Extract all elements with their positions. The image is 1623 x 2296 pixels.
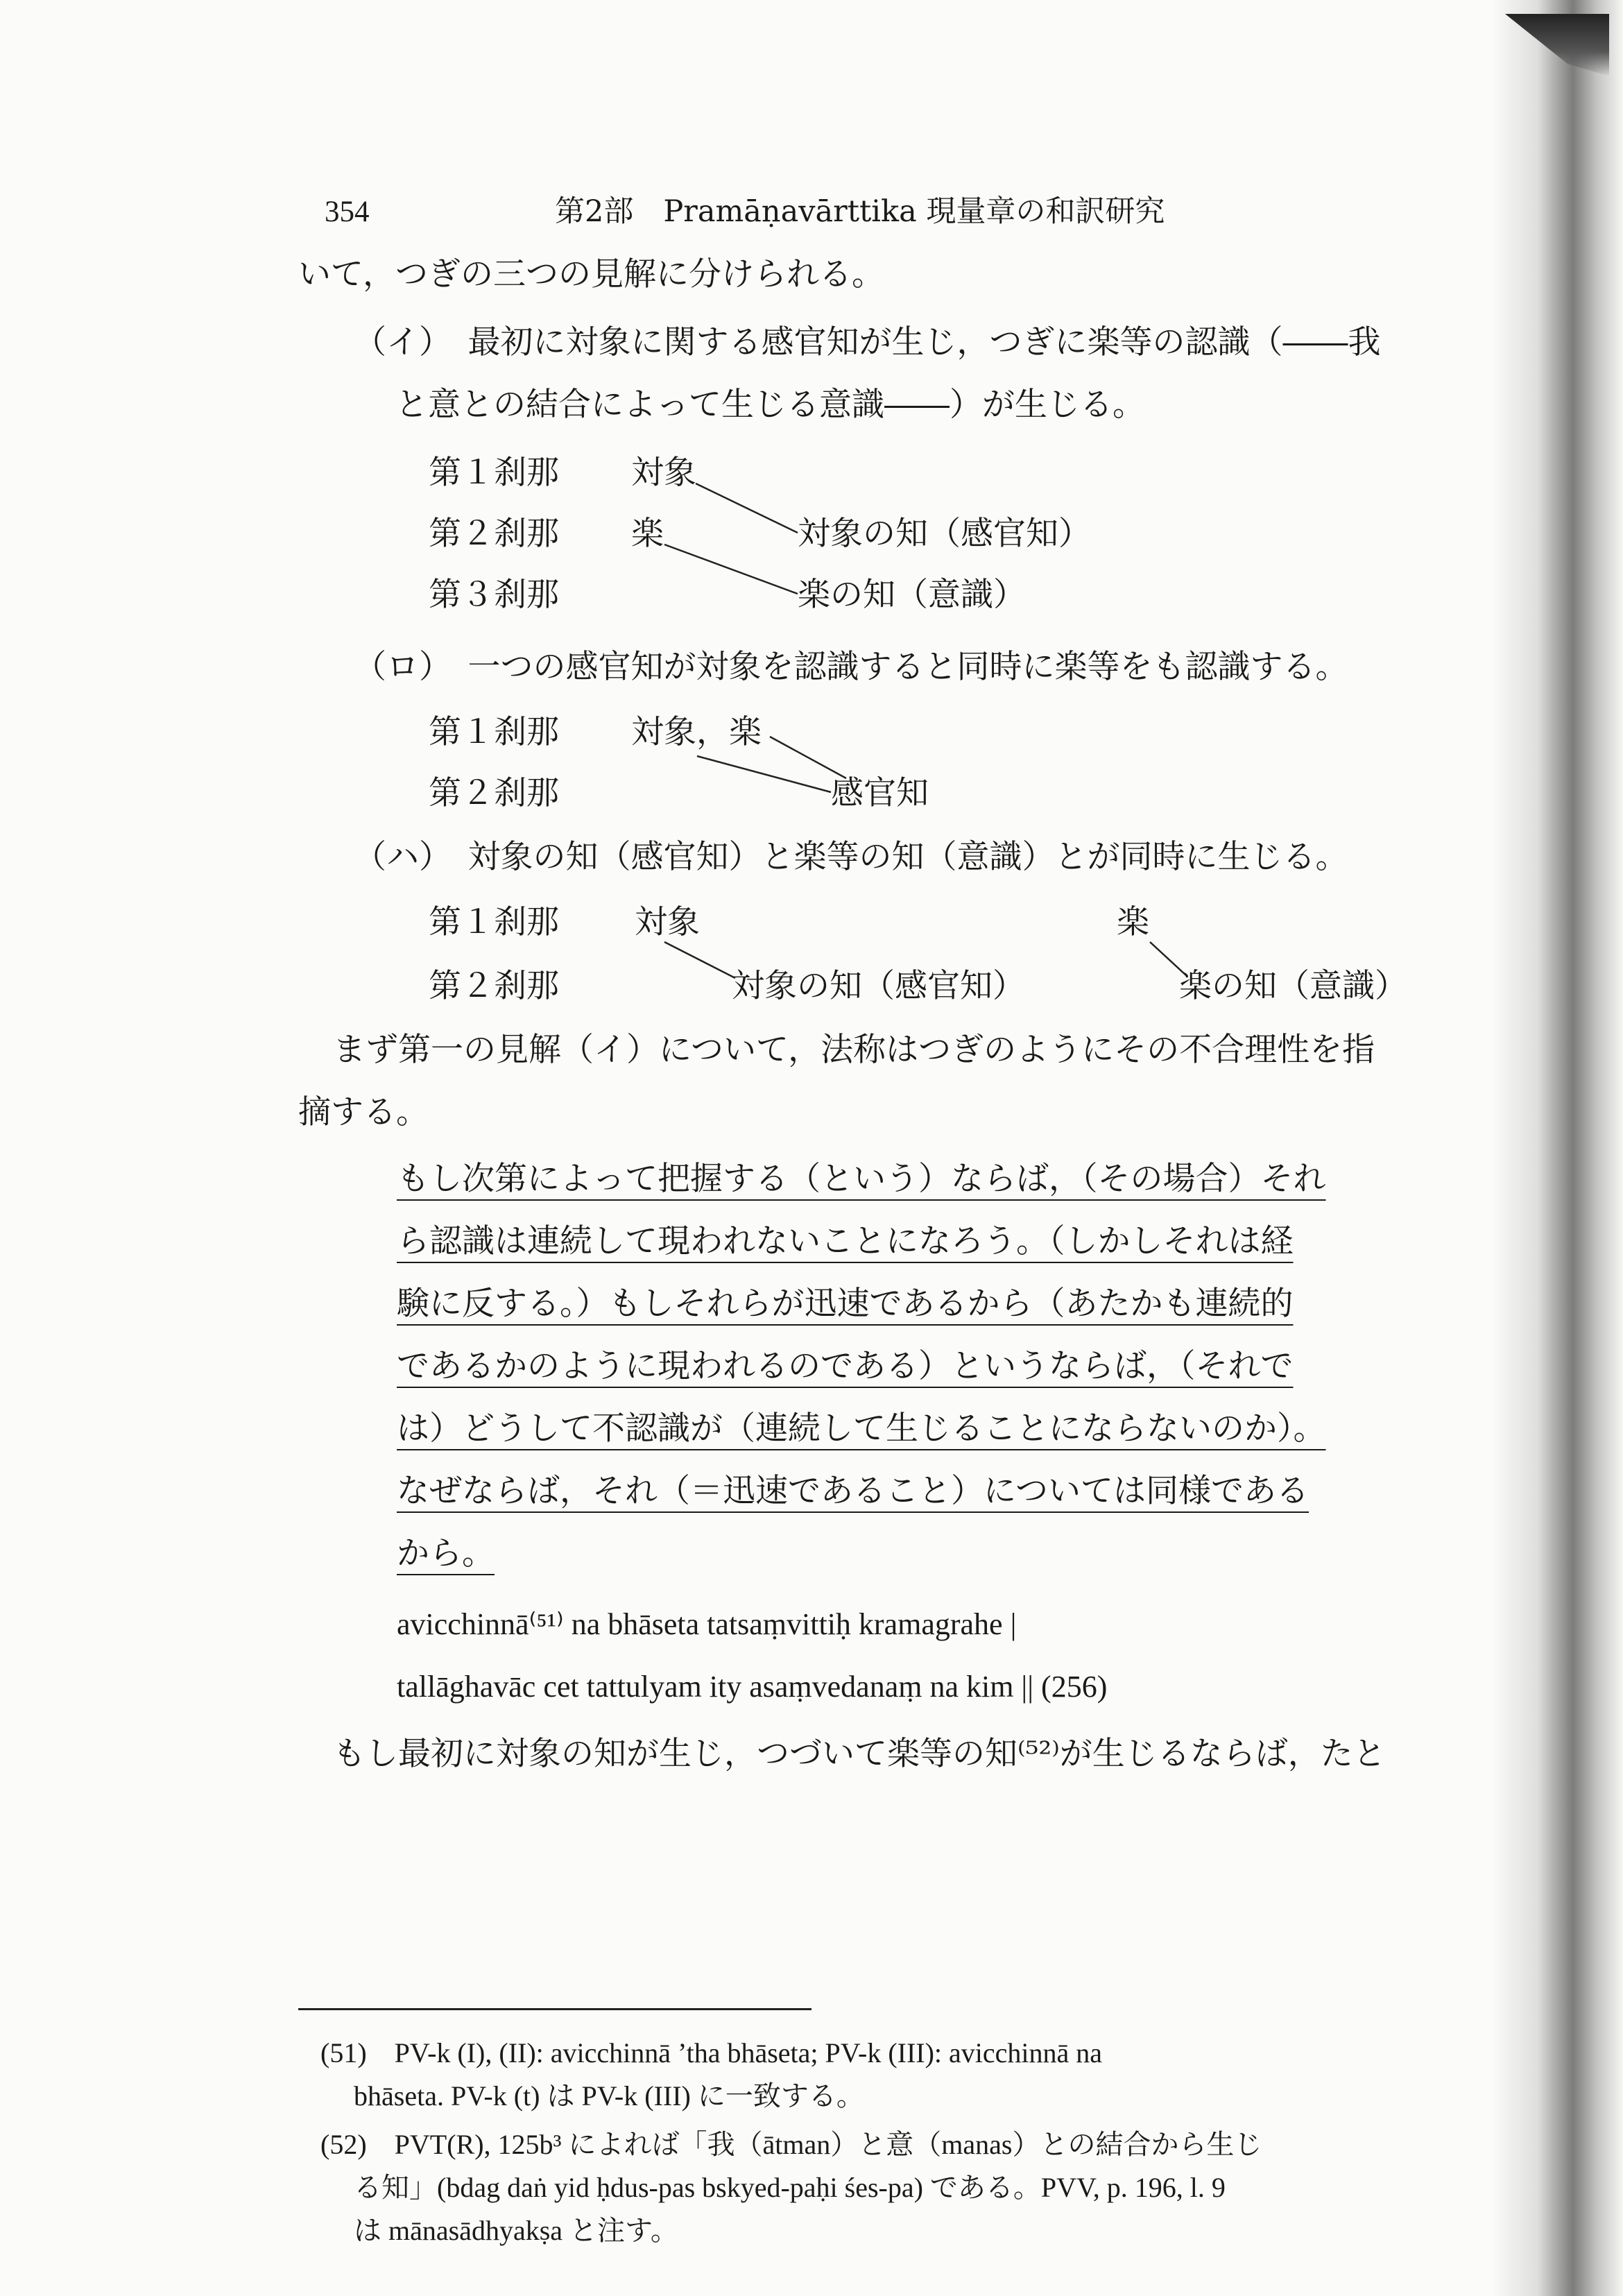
diagram-ha-object-cognition: 対象の知（感官知） [732, 967, 1025, 1005]
view-ro-line: （ロ） 一つの感官知が対象を認識すると同時に楽等をも認識する。 [354, 648, 1348, 686]
translation-line6: なぜならば，それ（＝迅速であること）については同様である [397, 1472, 1309, 1510]
view-i-line1: （イ） 最初に対象に関する感官知が生じ，つぎに楽等の認識（――我 [354, 323, 1381, 361]
diagram-ha-moment2-label: 第２刹那 [429, 967, 559, 1005]
running-title: 第2部 Pramāṇavārttika 現量章の和訳研究 [555, 194, 1165, 229]
diagram-ro-moment1-label: 第１刹那 [429, 713, 559, 751]
para1-line2: 摘する。 [298, 1093, 429, 1131]
diagram-ro-moment2-label: 第２刹那 [429, 774, 559, 812]
para1-line1: まず第一の見解（イ）について，法称はつぎのようにその不合理性を指 [333, 1031, 1375, 1069]
diagram-i-object: 対象 [631, 454, 696, 492]
footnote-52-line2: る知」(bdag daṅ yid ḥdus-pas bskyed-paḥi śes-pa) である。PVV, p. 196, l. 9 [354, 2172, 1226, 2203]
diagram-i-moment1-label: 第１刹那 [429, 454, 559, 492]
translation-line5: は）どうして不認識が（連続して生じることにならないのか）。 [397, 1410, 1326, 1448]
diagram-i-pleasure-cognition: 楽の知（意識） [798, 576, 1026, 614]
translation-line4: であるかのように現われるのである）というならば，（それで [397, 1347, 1294, 1385]
diagram-ha-object: 対象 [635, 903, 700, 941]
translation-line3: 験に反する。）もしそれらが迅速であるから（あたかも連続的 [397, 1285, 1294, 1323]
translation-line7: から。 [397, 1534, 495, 1573]
connector-pleasure-to-pleasure-cognition [664, 545, 798, 594]
diagram-i-moment3-label: 第３刹那 [429, 576, 559, 614]
diagram-ha-pleasure-cognition: 楽の知（意識） [1179, 967, 1407, 1005]
page-number: 354 [325, 196, 370, 228]
diagram-ro-object-pleasure: 対象，楽 [631, 713, 762, 751]
intro-line: いて，つぎの三つの見解に分けられる。 [298, 255, 885, 293]
diagram-i-moment2-label: 第２刹那 [429, 515, 559, 553]
connector-ha-pleasure [1150, 942, 1186, 975]
footnote-52-line3: は mānasādhyakṣa と注す。 [354, 2215, 678, 2246]
diagram-ha-moment1-label: 第１刹那 [429, 903, 559, 941]
view-i-line2: と意との結合によって生じる意識――）が生じる。 [395, 386, 1145, 424]
diagram-i-pleasure: 楽 [631, 515, 664, 553]
footnote-51-line1: (51) PV-k (I), (II): avicchinnā ’tha bhāseta; PV-k (III): avicchinnā na [320, 2037, 1103, 2068]
sanskrit-verse-line2: tallāghavāc cet tattulyam ity asaṃvedanaṃ na kim || (256) [397, 1670, 1108, 1704]
diagram-ro-sense-cognition: 感官知 [831, 774, 929, 812]
translation-line2: ら認識は連続して現われないことになろう。（しかしそれは経 [397, 1222, 1294, 1260]
diagram-ha-pleasure: 楽 [1117, 903, 1149, 941]
connector-object-to-object-cognition [696, 483, 798, 533]
diagram-i-object-cognition: 対象の知（感官知） [798, 515, 1091, 553]
translation-line1: もし次第によって把握する（という）ならば，（その場合）それ [397, 1160, 1326, 1198]
para2-line1: もし最初に対象の知が生じ，つづいて楽等の知⁽⁵²⁾が生じるならば，たと [333, 1735, 1386, 1773]
footnote-52-line1: (52) PVT(R), 125b³ によれば「我（ātman）と意（manas）との結合から生じ [320, 2129, 1262, 2160]
footnote-separator [298, 2008, 812, 2010]
connector-pleasure-to-sense-cognition [770, 737, 846, 778]
view-ha-line: （ハ） 対象の知（感官知）と楽等の知（意識）とが同時に生じる。 [354, 838, 1348, 876]
sanskrit-verse-line1: avicchinnā⁽⁵¹⁾ na bhāseta tatsaṃvittiḥ kramagrahe | [397, 1607, 1017, 1641]
connector-ha-object [664, 942, 735, 978]
connector-object-to-sense-cognition [697, 756, 831, 792]
footnote-51-line2: bhāseta. PV-k (t) は PV-k (III) に一致する。 [354, 2080, 864, 2111]
